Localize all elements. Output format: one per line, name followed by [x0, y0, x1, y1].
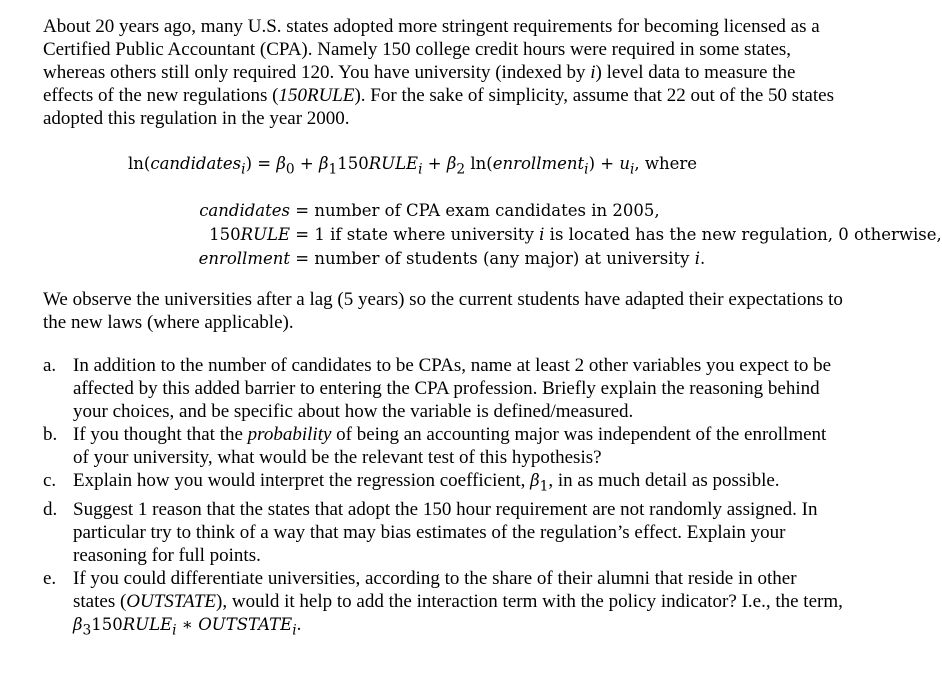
question-e: e. If you could differentiate universities, according to the share of their alumni that reside in other states (OUTSTATE), would it help to add the interaction term with the policy indicator? I.e., the term, $\beta_3150RULE_i$ ∗ $OUTSTATE_i$. [43, 568, 843, 639]
question-a: a. In addition to the number of candidates to be CPAs, name at least 2 other variables you expect to be affected by this added barrier to entering the CPA profession. Briefly explain the reasoning behind your choices, and be specific about how the variable is defined/measured. [43, 355, 832, 422]
definition-enrollment: enrollment = number of students (any major) at university i. [198, 249, 706, 268]
question-c: c. Explain how you would interpret the regression coefficient, $\beta_1$, in as much detail as possible. [43, 470, 780, 495]
question-d: d. Suggest 1 reason that the states that adopt the 150 hour requirement are not randomly assigned. In particular try to think of a way that may bias estimates of the regulation’s effect. Explain your reasoning for full points. [43, 499, 818, 567]
regression-equation: ln(candidates$_i$) = $\beta_0$ + $\beta_1150RULE_i + \beta_2$ ln(enrollment$_i$) + $u_i$, where [128, 154, 698, 178]
question-b: b. If you thought that the probability of being an accounting major was independent of the enrollment of your university, what would be the relevant test of this hypothesis? [43, 424, 827, 468]
observation-paragraph: We observe the universities after a lag (5 years) so the current students have adapted their expectations to the new laws (where applicable). [43, 289, 843, 333]
question-list [43, 354, 843, 643]
intro-paragraph: About 20 years ago, many U.S. states adopted more stringent requirements for becoming licensed as a Certified Public Accountant (CPA). Namely 150 college credit hours were required in some states, whereas others still only required 120. You have university (indexed by i) level data to measure the effects of the new regulations (150RULE). For the sake of simplicity, assume that 22 out of the 50 states adopted this regulation in the year 2000. [43, 16, 834, 129]
definition-candidates: candidates = number of CPA exam candidates in 2005, [199, 201, 660, 220]
definition-150rule: 150RULE = 1 if state where university i is located has the new regulation, 0 otherwise, [209, 225, 942, 244]
